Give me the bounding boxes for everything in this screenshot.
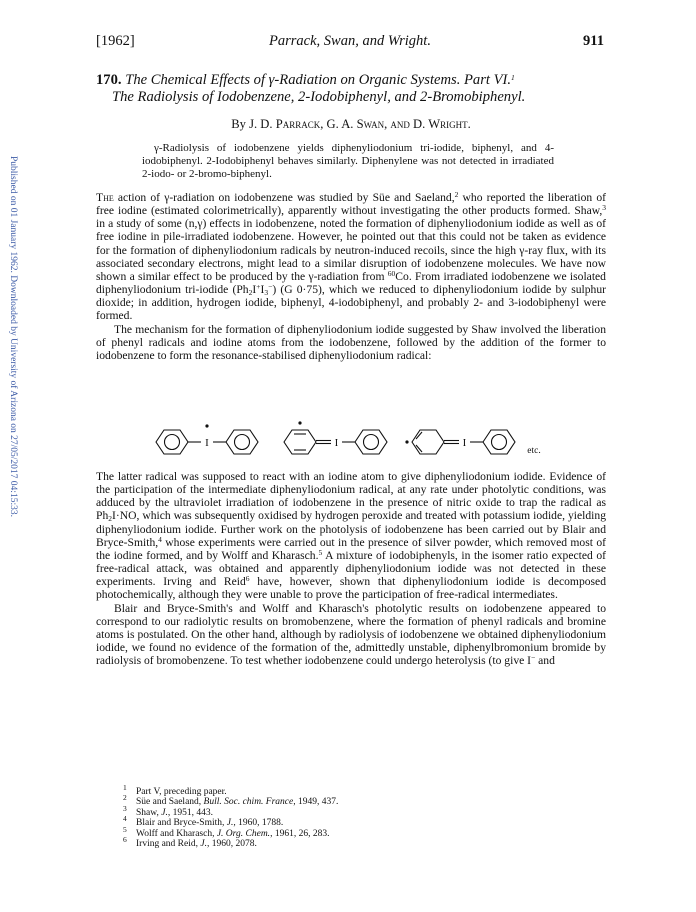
journal-year: [1962] [96, 33, 135, 49]
paragraph-2: The mechanism for the formation of diphenyliodonium iodide suggested by Shaw involved the liberation of phenyl radicals and iodine atoms from the iodobenzene, followed by the addition of the former to iodobenzene to form the resonance-stabilised diphenyliodonium radical: [96, 322, 606, 362]
diphenyliodonium-radical-diagram [150, 415, 570, 463]
paragraph-1: The action of γ-radiation on iodobenzene was studied by Süe and Saeland,$^2$ who reported the liberation of free iodine (estimated colorimetrically), apparently without investigating the other products formed. Shaw,$^3$ in a study of some (n,γ) effects in iodobenzene, noted the formation of diphenyliodonium iodide as well as of free iodine in pile-irradiated iodobenzene. However, he pointed out that this could not be taken as evidence for the formation of diphenyliodonium radicals by neutron-induced recoils, since the high γ-ray flux, with its associated secondary electrons, might lead to a similar disruption of iodobenzene molecules. We have now shown a similar effect to be produced by the γ-radiation from $^{60}$Co. From irradiated iodobenzene we isolated diphenyliodonium tri-iodide $(Ph_2I^+I_3^-)$ (G 0·75), which we reduced to diphenyliodonium iodide by sulphur dioxide; in addition, hydrogen iodide, biphenyl, 4-iodobiphenyl, and probably 2- and 3-iodobiphenyl were formed. [96, 190, 606, 323]
body-text-bottom [96, 470, 606, 667]
footnote: 1 Part V, preceding paper. [123, 783, 227, 797]
footnote: 6 Irving and Reid, J., 1960, 2078. [123, 835, 257, 850]
footnote: 3 Shaw, J., 1951, 443. [123, 803, 213, 818]
title-line-2: The Radiolysis of Iodobenzene, 2-Iodobiphenyl, and 2-Bromobiphenyl. [112, 89, 526, 105]
article-number: 170. [96, 72, 122, 88]
paragraph-4: Blair and Bryce-Smith's and Wolff and Kharasch's photolytic results on iodobenzene appeared to correspond to our radiolytic results on bromobenzene, where the formation of phenyl radicals and bromine atoms is postulated. On the other hand, although by radiolysis of iodobenzene we obtained diphenyliodonium iodide, we found no evidence of the formation of the, admittedly unstable, diphenylbromonium bromide by radiolysis of bromobenzene. To test whether iodobenzene could undergo heterolysis (to give I− and [96, 601, 606, 668]
title-reference: 1 [511, 73, 515, 82]
footnotes [123, 783, 563, 850]
resonance-structures [150, 415, 570, 463]
article-title [96, 72, 606, 106]
iodine-label-2: I [334, 437, 339, 449]
title-line-1: The Chemical Effects of γ-Radiation on Organic Systems. Part VI. [125, 72, 512, 88]
abstract: γ-Radiolysis of iodobenzene yields diphenyliodonium tri-iodide, biphenyl, and 4-iodobiphenyl. 2-Iodobiphenyl behaves similarly. Diphenylene was not detected in irradiated 2-iodo- or 2-bromo-biphenyl. [142, 142, 554, 180]
running-title: Parrack, Swan, and Wright. [269, 33, 431, 49]
footnote: 4 Blair and Bryce-Smith, J., 1960, 1788. [123, 814, 284, 829]
download-watermark [6, 156, 20, 626]
etc-label: etc. [527, 446, 541, 456]
author-names: J. D. Parrack, G. A. Swan, and D. Wright. [249, 117, 471, 131]
iodine-label-3: I [462, 437, 467, 449]
iodine-label-1: I [205, 437, 209, 449]
footnote: 2 Süe and Saeland, Bull. Soc. chim. France, 1949, 437. [123, 793, 339, 808]
page-number: 911 [583, 33, 604, 49]
footnote: 5 Wolff and Kharasch, J. Org. Chem., 1961, 26, 283. [123, 824, 330, 839]
author-by: By [231, 117, 246, 131]
running-header [96, 33, 604, 51]
download-notice: Published on 01 January 1962. Downloaded by University of Arizona on 27/05/2017 04:15:33. [8, 156, 18, 517]
author-line [96, 117, 606, 132]
body-text-top [96, 191, 606, 362]
paragraph-3: The latter radical was supposed to react with an iodine atom to give diphenyliodonium iodide. Evidence of the participation of the intermediate diphenyliodonium radical, at any rate under photolytic conditions, was adduced by the ultraviolet irradiation of iodobenzene in the presence of nitric oxide to trap the radical as $Ph_2I\cdot NO$, which was subsequently oxidised by hydrogen peroxide and treated with potassium iodide, yielding diphenyliodonium iodide. Further work on the photolysis of iodobenzene has been carried out by Blair and Bryce-Smith,$^4$ whose experiments were carried out in the presence of silver powder, which removed most of the iodine formed, and by Wolff and Kharasch.$^5$ A mixture of iodobiphenyls, in the isomer ratio expected of free-radical attack, was obtained and apparently diphenyliodonium iodide was not detected in these experiments. Irving and Reid$^6$ have, however, shown that diphenyliodonium iodide is decomposed photochemically, although they were unable to prove the participation of free-radical intermediates. [96, 470, 606, 602]
